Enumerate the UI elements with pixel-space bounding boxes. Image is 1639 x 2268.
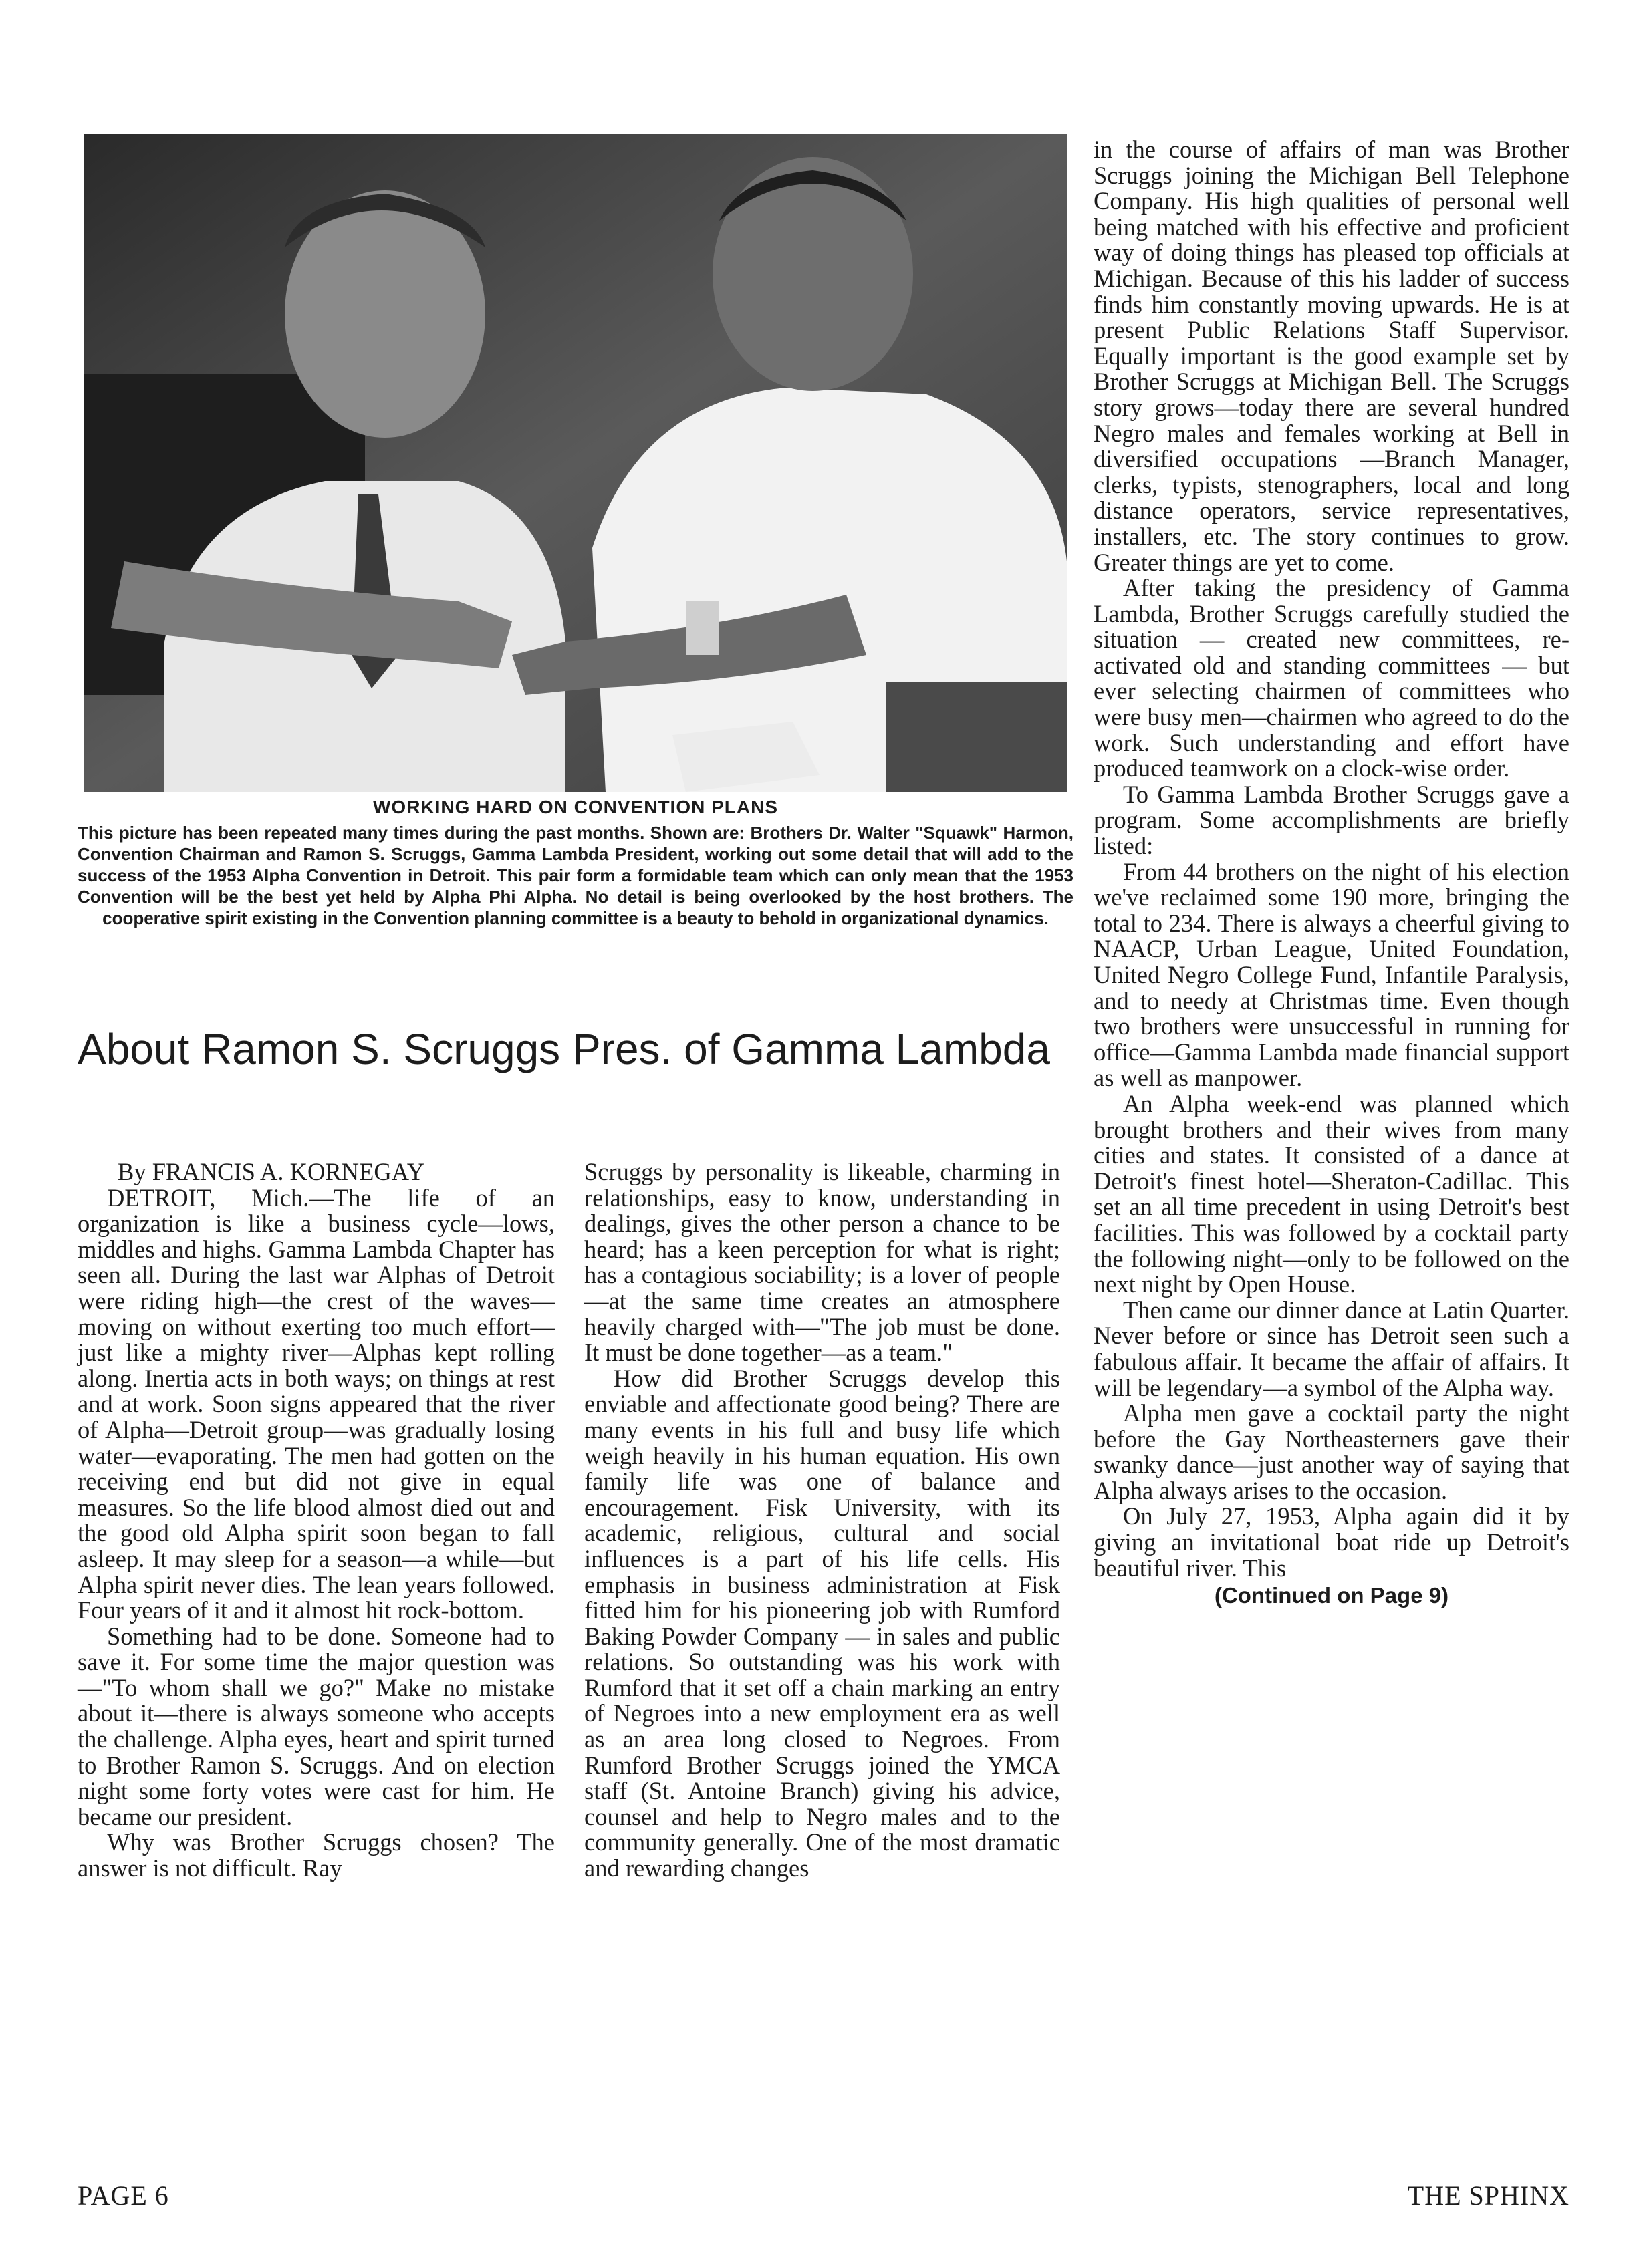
photo-two-men-handshake-icon [84, 134, 1067, 792]
article-photo [84, 134, 1067, 792]
paragraph: Scruggs by personality is likeable, charming in relationships, easy to know, understanding in dealings, gives the other person a chance to be heard; has a keen perception for what is right; has a contagious sociability; is a lover of people—at the same time creates an atmosphere heavily charged with—"The job must be done. It must be done together—as a team." [584, 1158, 1060, 1367]
paragraph: On July 27, 1953, Alpha again did it by giving an invitational boat ride up Detroit's beautiful river. This [1094, 1502, 1569, 1582]
article-column-middle [584, 1159, 1060, 1882]
paragraph: Alpha men gave a cocktail party the night before the Gay Northeasterners gave their swanky dance—just another way of saying that Alpha always arises to the occasion. [1094, 1399, 1569, 1504]
article-column-right [1094, 137, 1569, 1609]
byline: By FRANCIS A. KORNEGAY [118, 1158, 425, 1185]
caption-title: WORKING HARD ON CONVENTION PLANS [373, 797, 778, 817]
paragraph: To Gamma Lambda Brother Scruggs gave a program. Some accomplishments are briefly listed: [1094, 780, 1569, 860]
article-column-left [78, 1159, 555, 1882]
paragraph: An Alpha week-end was planned which brought brothers and their wives from many cities and states. It consisted of a dance at Detroit's finest hotel—Sheraton-Cadillac. This set an all time precedent in using Detroit's best facilities. This was followed by a cocktail party the following night—only to be followed on the next night by Open House. [1094, 1089, 1569, 1298]
paragraph: in the course of affairs of man was Brother Scruggs joining the Michigan Bell Telephone Company. His high qualities of personal well being matched with his effective and proficient way of doing things has pleased top officials at Michigan. Because of this his ladder of success finds him constantly moving upwards. He is at present Public Relations Staff Supervisor. Equally important is the good example set by Brother Scruggs at Michigan Bell. The Scruggs story grows—today there are several hundred Negro males and females working at Bell in diversified occupations —Branch Manager, clerks, typists, stenographers, local and long distance operators, service representatives, installers, etc. The story continues to grow. Greater things are yet to come. [1094, 136, 1569, 576]
article-headline: About Ramon S. Scruggs Pres. of Gamma Lambda [78, 1025, 1050, 1073]
continued-notice: (Continued on Page 9) [1214, 1583, 1449, 1608]
paragraph: After taking the presidency of Gamma Lambda, Brother Scruggs carefully studied the situation — created new committees, re-activated old and standing committees — but ever selecting chairmen of committees who were busy men—chairmen who agreed to do the work. Such understanding and effort have produced teamwork on a clock-wise order. [1094, 574, 1569, 783]
paragraph: Why was Brother Scruggs chosen? The answer is not difficult. Ray [78, 1828, 555, 1882]
caption-body: This picture has been repeated many times during the past months. Shown are: Brothers Dr. Walter "Squawk" Harmon, Convention Chairman and Ramon S. Scruggs, Gamma Lambda President, working out some detail that will add to the success of the 1953 Alpha Convention in Detroit. This pair form a formidable team which can only mean that the 1953 Convention will be the best yet held by Alpha Phi Alpha. No detail is being overlooked by the host brothers. The cooperative spirit existing in the Convention planning committee is a beauty to behold in organizational dynamics. [78, 823, 1074, 928]
paragraph: Then came our dinner dance at Latin Quarter. Never before or since has Detroit seen such a fabulous affair. It became the affair of affairs. It will be legendary—a symbol of the Alpha way. [1094, 1296, 1569, 1401]
page-number: PAGE 6 [78, 2180, 169, 2211]
paragraph: How did Brother Scruggs develop this enviable and affectionate good being? There are many events in his full and busy life which weigh heavily in his human equation. His own family life was one of balance and encouragement. Fisk University, with its academic, religious, cultural and social influences is a part of his life cells. His emphasis in business administration at Fisk fitted him for his pioneering job with Rumford Baking Powder Company — in sales and public relations. So outstanding was his work with Rumford that it set off a chain marking an entry of Negroes into a new employment era as well as an area long closed to Negroes. From Rumford Brother Scruggs joined the YMCA staff (St. Antoine Branch) giving his advice, counsel and help to Negro males and to the community generally. One of the most dramatic and rewarding changes [584, 1364, 1060, 1882]
publication-name: THE SPHINX [1407, 2180, 1569, 2211]
photo-caption [78, 797, 1074, 929]
paragraph: Something had to be done. Someone had to save it. For some time the major question was—"To whom shall we go?" Make no mistake about it—there is always someone who accepts the challenge. Alpha eyes, heart and spirit turned to Brother Ramon S. Scruggs. And on election night some forty votes were cast for him. He became our president. [78, 1622, 555, 1830]
paragraph: From 44 brothers on the night of his election we've reclaimed some 190 more, bringing the total to 234. There is always a cheerful giving to NAACP, Urban League, United Foundation, United Negro College Fund, Infantile Paralysis, and to needy at Christmas time. Even though two brothers were unsuccessful in running for office—Gamma Lambda made financial support as well as manpower. [1094, 857, 1569, 1092]
paragraph: DETROIT, Mich.—The life of an organization is like a business cycle—lows, middles and highs. Gamma Lambda Chapter has seen all. During the last war Alphas of Detroit were riding high—the crest of the waves—moving on without exerting too much effort—just like a mighty river—Alphas kept rolling along. Inertia acts in both ways; on things at rest and at work. Soon signs appeared that the river of Alpha—Detroit group—was gradually losing water—evaporating. The men had gotten on the receiving end but did not give in equal measures. So the life blood almost died out and the good old Alpha spirit soon began to fall asleep. It may sleep for a season—a while—but Alpha spirit never dies. The lean years followed. Four years of it and it almost hit rock-bottom. [78, 1183, 555, 1624]
